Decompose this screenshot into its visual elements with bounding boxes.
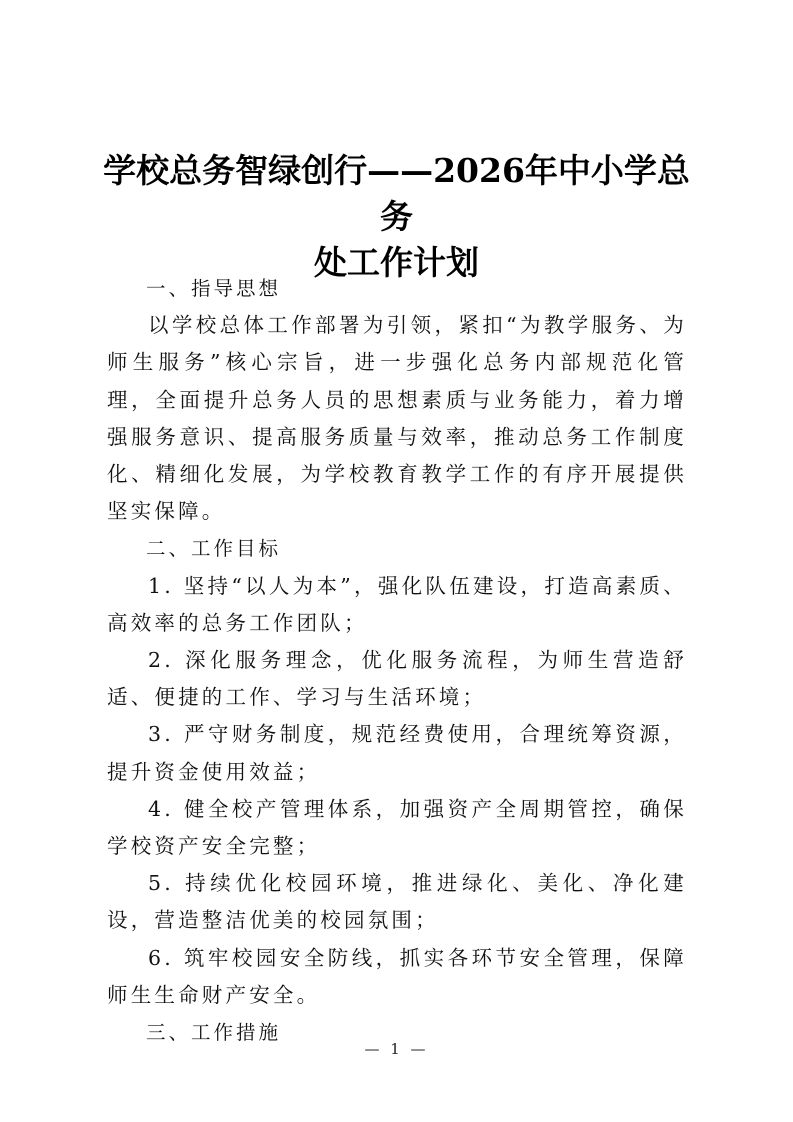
- paragraph-guiding-ideology: 以学校总体工作部署为引领，紧扣“为教学服务、为师生服务”核心宗旨，进一步强化总务内部规范化管理，全面提升总务人员的思想素质与业务能力，着力增强服务意识、提高服务质量与效率，推动总务工作制度化、精细化发展，为学校教育教学工作的有序开展提供坚实保障。: [107, 313, 687, 524]
- section-heading-work-measures: 三、工作措施: [146, 1021, 282, 1045]
- document-body: [107, 270, 687, 1051]
- section-heading-work-goals: 二、工作目标: [146, 537, 282, 561]
- title-line-2: 处工作计划: [314, 243, 479, 282]
- goal-item-1: 1. 坚持“以人为本”，强化队伍建设，打造高素质、高效率的总务工作团队；: [107, 573, 687, 635]
- goal-item-5: 5. 持续优化校园环境，推进绿化、美化、净化建设，营造整洁优美的校园氛围；: [107, 871, 687, 933]
- title-line-1: 学校总务智绿创行——2026年中小学总务: [103, 151, 690, 236]
- section-heading-guiding-ideology: 一、指导思想: [146, 277, 282, 300]
- goal-item-6: 6. 筑牢校园安全防线，抓实各环节安全管理，保障师生生命财产安全。: [107, 945, 687, 1007]
- page-number: — 1 —: [364, 1040, 429, 1058]
- goal-item-4: 4. 健全校产管理体系，加强资产全周期管控，确保学校资产安全完整；: [107, 796, 687, 859]
- goal-item-2: 2. 深化服务理念，优化服务流程，为师生营造舒适、便捷的工作、学习与生活环境；: [107, 648, 687, 710]
- goal-item-3: 3. 严守财务制度，规范经费使用，合理统筹资源，提升资金使用效益；: [107, 722, 687, 784]
- document-title: [90, 148, 703, 286]
